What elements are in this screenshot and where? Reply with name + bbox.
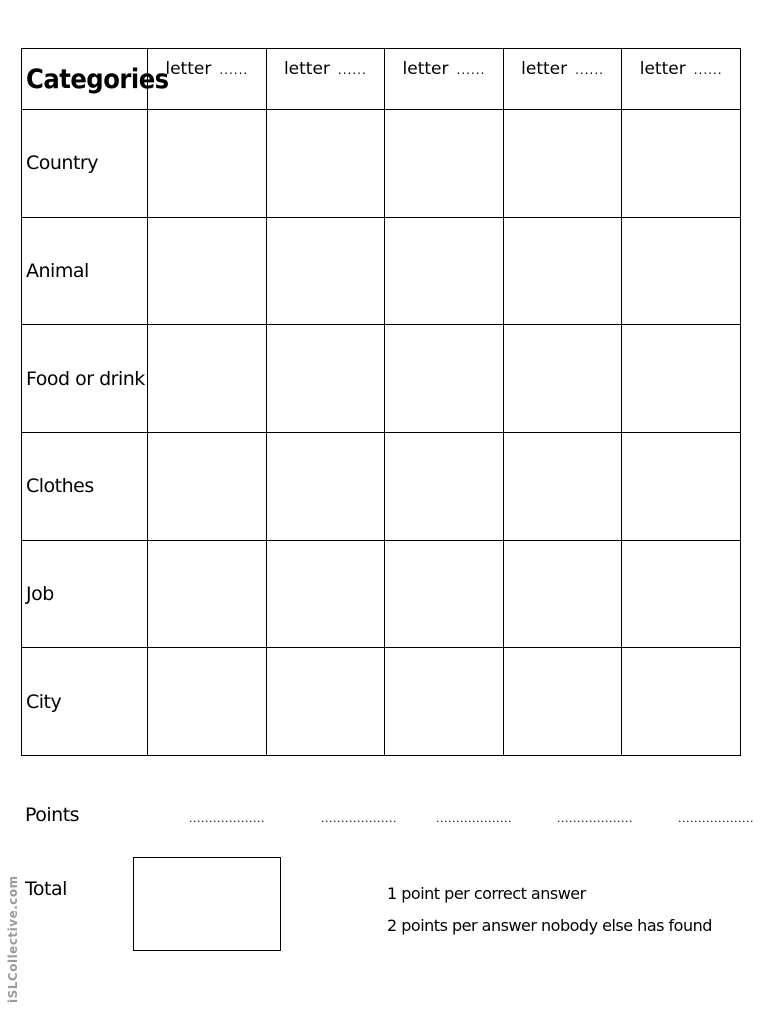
answer-cell[interactable] [266,110,385,218]
answer-cell[interactable] [503,648,622,756]
table-row [22,648,741,756]
points-blank[interactable]: ................... [436,812,512,825]
letter-column-header: letter ...... [385,49,504,110]
answer-cell[interactable] [385,648,504,756]
answer-cell[interactable] [148,648,267,756]
row-label-animal: Animal [22,217,148,325]
table-row [22,217,741,325]
answer-cell[interactable] [148,217,267,325]
letter-column-header: letter ...... [266,49,385,110]
answer-cell[interactable] [266,217,385,325]
answer-cell[interactable] [622,648,741,756]
points-blank[interactable]: ................... [321,812,397,825]
letter-column-header: letter ...... [622,49,741,110]
points-label: Points [25,804,80,826]
answer-cell[interactable] [385,432,504,540]
answer-cell[interactable] [385,217,504,325]
row-label-clothes: Clothes [22,432,148,540]
row-label-job: Job [22,540,148,648]
table-row [22,432,741,540]
answer-cell[interactable] [622,217,741,325]
answer-cell[interactable] [503,325,622,433]
answer-cell[interactable] [266,540,385,648]
categories-heading: Categories [22,49,148,110]
answer-cell[interactable] [385,540,504,648]
answer-cell[interactable] [622,325,741,433]
answer-cell[interactable] [622,540,741,648]
answer-cell[interactable] [385,325,504,433]
answer-cell[interactable] [266,432,385,540]
answer-cell[interactable] [503,540,622,648]
points-row [25,800,754,834]
points-blank[interactable]: ................... [189,812,265,825]
row-label-food-or-drink: Food or drink [22,325,148,433]
header-row [22,49,741,110]
table-row [22,325,741,433]
categories-table [21,48,741,756]
answer-cell[interactable] [266,325,385,433]
answer-cell[interactable] [503,110,622,218]
answer-cell[interactable] [148,432,267,540]
answer-cell[interactable] [503,432,622,540]
points-blank[interactable]: ................... [678,812,754,825]
answer-cell[interactable] [148,325,267,433]
points-blank[interactable]: ................... [557,812,633,825]
row-label-city: City [22,648,148,756]
answer-cell[interactable] [622,432,741,540]
total-box[interactable] [133,857,281,951]
table-row [22,110,741,218]
letter-column-header: letter ...... [148,49,267,110]
rule-line: 2 points per answer nobody else has found [387,916,712,935]
answer-cell[interactable] [385,110,504,218]
answer-cell[interactable] [503,217,622,325]
rule-line: 1 point per correct answer [387,884,586,903]
answer-cell[interactable] [148,110,267,218]
total-label: Total [25,878,67,900]
answer-cell[interactable] [266,648,385,756]
answer-cell[interactable] [622,110,741,218]
row-label-country: Country [22,110,148,218]
letter-column-header: letter ...... [503,49,622,110]
answer-cell[interactable] [148,540,267,648]
table-row [22,540,741,648]
watermark: iSLCollective.com [6,875,20,1003]
